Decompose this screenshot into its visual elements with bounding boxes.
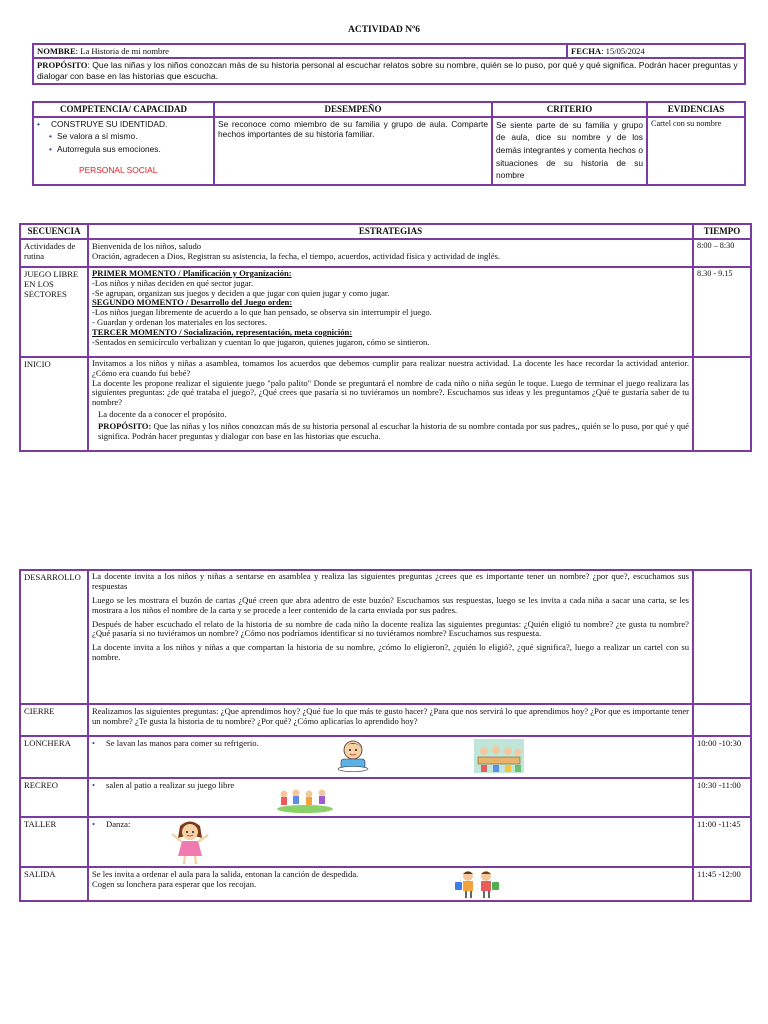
lonchera-time: 10:00 -10:30 bbox=[693, 736, 751, 778]
secuencia-table bbox=[19, 223, 752, 452]
competencia-main: • CONSTRUYE SU IDENTIDAD. bbox=[37, 119, 210, 129]
competencia-table bbox=[32, 101, 746, 186]
lonchera-cell bbox=[88, 736, 693, 778]
rutina-line: Bienvenida de los niños, saludo bbox=[92, 240, 202, 251]
children-playing-image bbox=[276, 787, 334, 813]
cierre-time bbox=[693, 704, 751, 736]
desarrollo-paragraph: La docente invita a los niños y niñas a sentarse en asamblea y realiza las siguientes preguntas ¿crees que es importante tener un nombre? ¿por que?, escuchamos sus respuestas bbox=[92, 571, 689, 591]
desarrollo-time bbox=[693, 570, 751, 704]
criterio-cell: Se siente parte de su familia y grupo de aula, dice su nombre y de los demás integrantes y comenta hechos o situaciones de su historia de su nombre bbox=[492, 117, 647, 185]
moment-line: -Los niños y niñas deciden en qué sector jugar. bbox=[92, 277, 254, 288]
page-title: ACTIVIDAD Nº6 bbox=[347, 25, 420, 35]
salida-line: Se les invita a ordenar el aula para la salida, entonan la canción de despedida. bbox=[92, 869, 359, 879]
taller-time: 11:00 -11:45 bbox=[693, 817, 751, 867]
desarrollo-paragraph: La docente invita a los niños y niñas a que compartan la historia de su nombre, ¿cómo lo eligieron?, ¿quién lo eligió?, ¿qué significa?, luego a realizar un cartel con su nombre. bbox=[92, 642, 689, 663]
inicio-paragraph: La docente da a conocer el propósito. bbox=[98, 409, 227, 420]
inicio-time bbox=[693, 357, 751, 451]
moment-title: SEGUNDO MOMENTO / Desarrollo del Juego orden: bbox=[92, 297, 293, 308]
inicio-paragraph: La docente les propone realizar el siguiente juego "palo palito" Donde se preguntará el nombre de cada niño o niña según le toque. Luego de terminar el juego realizara las siguientes preguntas: ¿de qué trataba el juego?, ¿Qué crees que pasaría si no tuviéramos un nombre?. Escuchamos sus ideas y les preguntamos ¿Qué te gustaría saber de tu nombre? bbox=[92, 377, 689, 408]
lonchera-item: • Se lavan las manos para comer su refrigerio. bbox=[92, 738, 689, 748]
inicio-proposito: PROPÓSITO: Que las niñas y los niños conozcan más de su historia personal al escuchar la historia de su nombre contada por sus padres,, quién se lo puso, por qué y qué significa. Podrán hacer preguntas y dialogar con base en las historias que escucha. bbox=[98, 421, 689, 441]
evidencias-cell: Cartel con su nombre bbox=[647, 117, 745, 185]
fecha-value: : 15/05/2024 bbox=[601, 46, 645, 56]
recreo-label: RECREO bbox=[20, 778, 88, 817]
moment-line: -Los niños juegan libremente de acuerdo a lo que han pensado, se observa sin interrumpir el juego. bbox=[92, 307, 432, 318]
recreo-time: 10:30 -11:00 bbox=[693, 778, 751, 817]
recreo-cell bbox=[88, 778, 693, 817]
desarrollo-cell bbox=[88, 570, 693, 704]
proposito-value: : Que las niñas y los niños conozcan más de su historia personal al escuchar relatos sobre su nombre, quién se lo puso, por qué y qué significa. Podrán hacer preguntas y dialogar con base en las historias que escucha. bbox=[37, 60, 738, 81]
recreo-item: • salen al patio a realizar su juego libre bbox=[92, 780, 689, 790]
girl-dancing-image bbox=[169, 820, 211, 866]
fecha-cell bbox=[567, 44, 745, 58]
proposito-cell bbox=[33, 58, 745, 84]
desarrollo-label: DESARROLLO bbox=[20, 570, 88, 704]
taller-label: TALLER bbox=[20, 817, 88, 867]
capacidad-item: • Se valora a sí mismo. bbox=[49, 131, 210, 141]
salida-time: 11:45 -12:00 bbox=[693, 867, 751, 901]
juego-cell bbox=[88, 267, 693, 357]
rutina-cell bbox=[88, 239, 693, 267]
children-leaving-image bbox=[453, 869, 501, 899]
header-table bbox=[32, 43, 746, 85]
salida-cell bbox=[88, 867, 693, 901]
taller-cell bbox=[88, 817, 693, 867]
juego-label: JUEGO LIBRE EN LOS SECTORES bbox=[20, 267, 88, 357]
desarrollo-paragraph: Luego se les mostrara el buzón de cartas ¿Qué creen que abra adentro de este buzón? Escuchamos sus respuestas, luego se les invita a cada niña a sacar una carta, se les mostrara a los niños el nombre de la carta y se procede a leer contenido de la carta enviada por sus padres. bbox=[92, 594, 689, 615]
salida-line: Cogen su lonchera para esperar que los recojan. bbox=[92, 879, 257, 890]
secuencia-header: SECUENCIA bbox=[20, 224, 88, 239]
rutina-line: Oración, agradecen a Dios, Registran su asistencia, la fecha, el tiempo, acuerdos, actividad física y actividad de inglés. bbox=[92, 251, 501, 262]
child-eating-image bbox=[333, 738, 373, 772]
evidencias-header: EVIDENCIAS bbox=[647, 102, 745, 117]
tiempo-header: TIEMPO bbox=[693, 224, 751, 239]
inicio-paragraph: Invitamos a los niños y niñas a asamblea, tomamos los acuerdos que debemos cumplir para realizar nuestra actividad. La docente les hace recordar la actividad anterior. ¿Cómo era cuando fui bebé? bbox=[92, 357, 689, 378]
competencia-cell bbox=[33, 117, 214, 185]
capacidad-item: • Autorregula sus emociones. bbox=[49, 144, 210, 154]
nombre-cell bbox=[33, 44, 567, 58]
desempeno-header: DESEMPEÑO bbox=[214, 102, 492, 117]
desarrollo-paragraph: Después de haber escuchado el relato de la historia de su nombre de cada niño la docente realiza las siguientes preguntas: ¿Quién eligió tu nombre? ¿te gusta tu nombre? ¿Qué pasaría si no tuviéramos un nombre? ¿Cómo nos podríamos identificar si no tuviéramos nombre? Escuchamos sus respuesta. bbox=[92, 618, 689, 639]
estrategias-header: ESTRATEGIAS bbox=[88, 224, 693, 239]
moment-line: -Sentados en semicírculo verbalizan y cuentan lo que jugaron, quienes jugaron, cómo se sintieron. bbox=[92, 336, 430, 347]
inicio-cell bbox=[88, 357, 693, 451]
moment-line: -Se agrupan, organizan sus juegos y deciden a que jugar con quien jugar y como jugar. bbox=[92, 287, 390, 298]
juego-time: 8.30 - 9.15 bbox=[693, 267, 751, 357]
salida-label: SALIDA bbox=[20, 867, 88, 901]
inicio-label: INICIO bbox=[20, 357, 88, 451]
proposito-label: PROPÓSITO bbox=[37, 60, 88, 71]
moment-title: PRIMER MOMENTO / Planificación y Organización: bbox=[92, 267, 292, 278]
competencia-header: COMPETENCIA/ CAPACIDAD bbox=[33, 102, 214, 117]
rutina-label: Actividades de rutina bbox=[20, 239, 88, 267]
rutina-time: 8:00 – 8:30 bbox=[693, 239, 751, 267]
moment-line: - Guardan y ordenan los materiales en los sectores. bbox=[92, 317, 267, 328]
moment-title: TERCER MOMENTO / Socialización, representación, meta cognición: bbox=[92, 327, 353, 338]
nombre-value: : La Historia de mi nombre bbox=[75, 46, 169, 56]
taller-item: • Danza: bbox=[92, 819, 689, 829]
criterio-header: CRITERIO bbox=[492, 102, 647, 117]
fecha-label: FECHA bbox=[571, 46, 602, 56]
area-label: PERSONAL SOCIAL bbox=[79, 165, 158, 176]
children-lunch-image bbox=[474, 739, 524, 773]
lonchera-label: LONCHERA bbox=[20, 736, 88, 778]
cierre-label: CIERRE bbox=[20, 704, 88, 736]
desempeno-cell: Se reconoce como miembro de su familia y grupo de aula. Comparte hechos importantes de su historia familiar. bbox=[214, 117, 492, 185]
cierre-cell: Realizamos las siguientes preguntas: ¿Que aprendimos hoy? ¿Qué fue lo que más te gusto hacer? ¿Para que nos servirá lo que aprendimos hoy? ¿Por que es importante tener un nombre? ¿Te gusta la historia de tu nombre? ¿Por qué? ¿Cómo aplicarías lo aprendido hoy? bbox=[88, 704, 693, 736]
desarrollo-table bbox=[19, 569, 752, 902]
nombre-label: NOMBRE bbox=[37, 46, 76, 56]
